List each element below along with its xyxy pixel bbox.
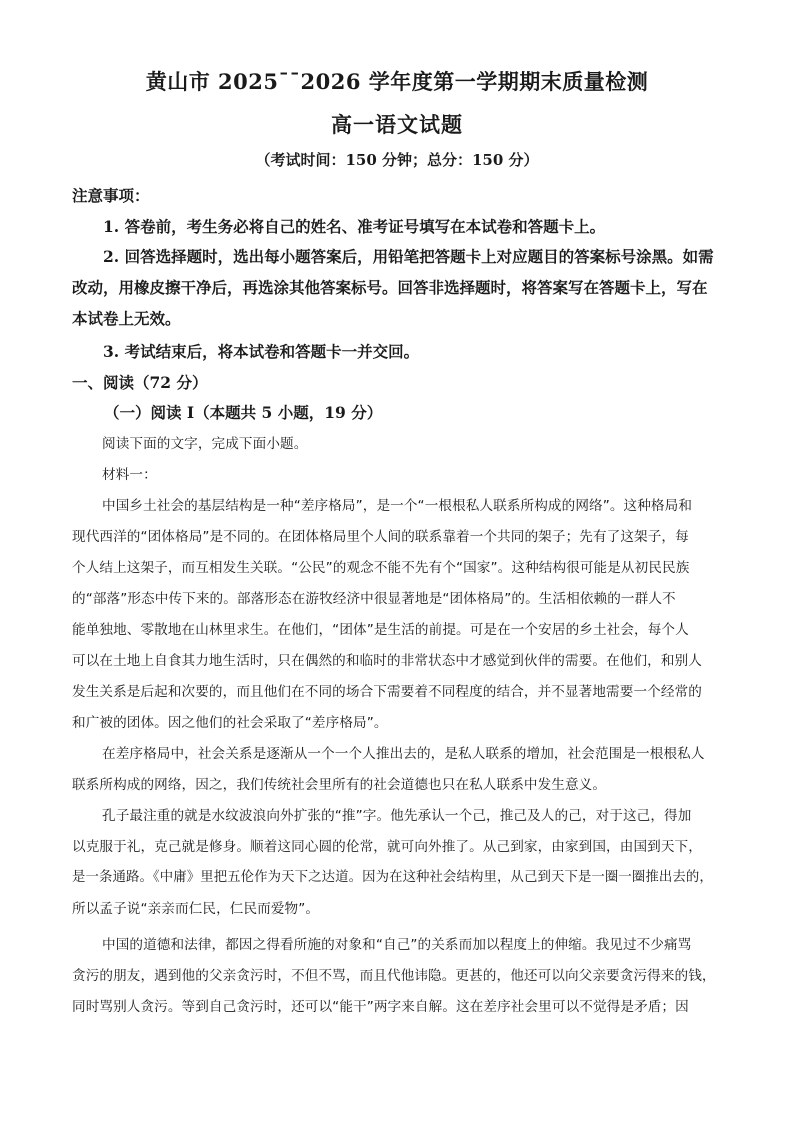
exam-title: 黄山市 2025¯¯2026 学年度第一学期期末质量检测: [145, 69, 649, 94]
passage-line: 发生关系是后起和次要的，而且他们在不同的场合下需要着不同程度的结合，并不显著地需要一个经常的: [72, 684, 702, 700]
passage-line: 现代西洋的“团体格局”是不同的。在团体格局里个人间的联系靠着一个共同的架子；先有了这架子，每: [72, 529, 689, 545]
passage-line: 在差序格局中，社会关系是逐渐从一个一个人推出去的，是私人联系的增加，社会范围是一根根私人: [102, 746, 705, 762]
passage-line: 同时骂别人贪污。等到自己贪污时，还可以“能干”两字来自解。这在差序社会里可以不觉得是矛盾；因: [72, 999, 689, 1015]
passage-line: 的“部落”形态中传下来的。部落形态在游牧经济中很显著地是“团体格局”的。生活相依赖的一群人不: [72, 591, 676, 607]
passage-line: 贪污的朋友，遇到他的父亲贪污时，不但不骂，而且代他讳隐。更甚的，他还可以向父亲要贪污得来的钱，: [72, 968, 716, 984]
notice-item-2-line-3: 本试卷上无效。: [72, 309, 181, 328]
passage-line: 是一条通路。《中庸》里把五伦作为天下之达道。因为在这种社会结构里，从己到天下是一圈一圈推出去的，: [72, 870, 713, 885]
notice-heading: 注意事项：: [72, 186, 150, 205]
notice-item-3: 3. 考试结束后，将本试卷和答题卡一并交回。: [103, 342, 420, 361]
passage-line: 能单独地、零散地在山林里求生。在他们，“团体”是生活的前提。可是在一个安居的乡土社会，每个人: [72, 622, 689, 638]
notice-item-2-line-1: 2. 回答选择题时，选出每小题答案后，用铅笔把答题卡上对应题目的答案标号涂黑。如需: [103, 247, 714, 266]
passage-line: 联系所构成的网络，因之，我们传统社会里所有的社会道德也只在私人联系中发生意义。: [72, 777, 607, 793]
notice-item-1: 1. 答卷前，考生务必将自己的姓名、准考证号填写在本试卷和答题卡上。: [103, 217, 606, 236]
material-label: 材料一：: [102, 467, 157, 483]
exam-subtitle: 高一语文试题: [331, 112, 463, 137]
passage-line: 中国乡土社会的基层结构是一种“差序格局”，是一个“一根根私人联系所构成的网络”。这种格局和: [102, 498, 693, 514]
passage-line: 和广被的团体。因之他们的社会采取了“差序格局”。: [72, 715, 388, 731]
passage-line: 个人结上这架子，而互相发生关联。“公民”的观念不能不先有个“国家”。这种结构很可能是从初民民族: [72, 560, 690, 576]
passage-line: 所以孟子说“亲亲而仁民，仁民而爱物”。: [72, 901, 320, 917]
passage-line: 中国的道德和法律，都因之得看所施的对象和“自己”的关系而加以程度上的伸缩。我见过不少痛骂: [102, 937, 692, 953]
reading-instruction: 阅读下面的文字，完成下面小题。: [102, 436, 308, 452]
passage-line: 以克服于礼，克己就是修身。顺着这同心圆的伦常，就可向外推了。从己到家，由家到国，由国到天下，: [72, 839, 702, 855]
notice-item-2-line-2: 改动，用橡皮擦干净后，再选涂其他答案标号。回答非选择题时，将答案写在答题卡上，写在: [72, 278, 708, 297]
section-subheading: （一）阅读 I（本题共 5 小题，19 分）: [104, 403, 383, 422]
section-heading: 一、阅读（72 分）: [72, 373, 208, 392]
passage-line: 可以在土地上自食其力地生活时，只在偶然的和临时的非常状态中才感觉到伙伴的需要。在他们，和别人: [72, 653, 702, 669]
exam-info: （考试时间：150 分钟；总分：150 分）: [255, 151, 539, 169]
passage-line: 孔子最注重的就是水纹波浪向外扩张的“推”字。他先承认一个己，推己及人的己，对于这己，得加: [102, 808, 692, 824]
